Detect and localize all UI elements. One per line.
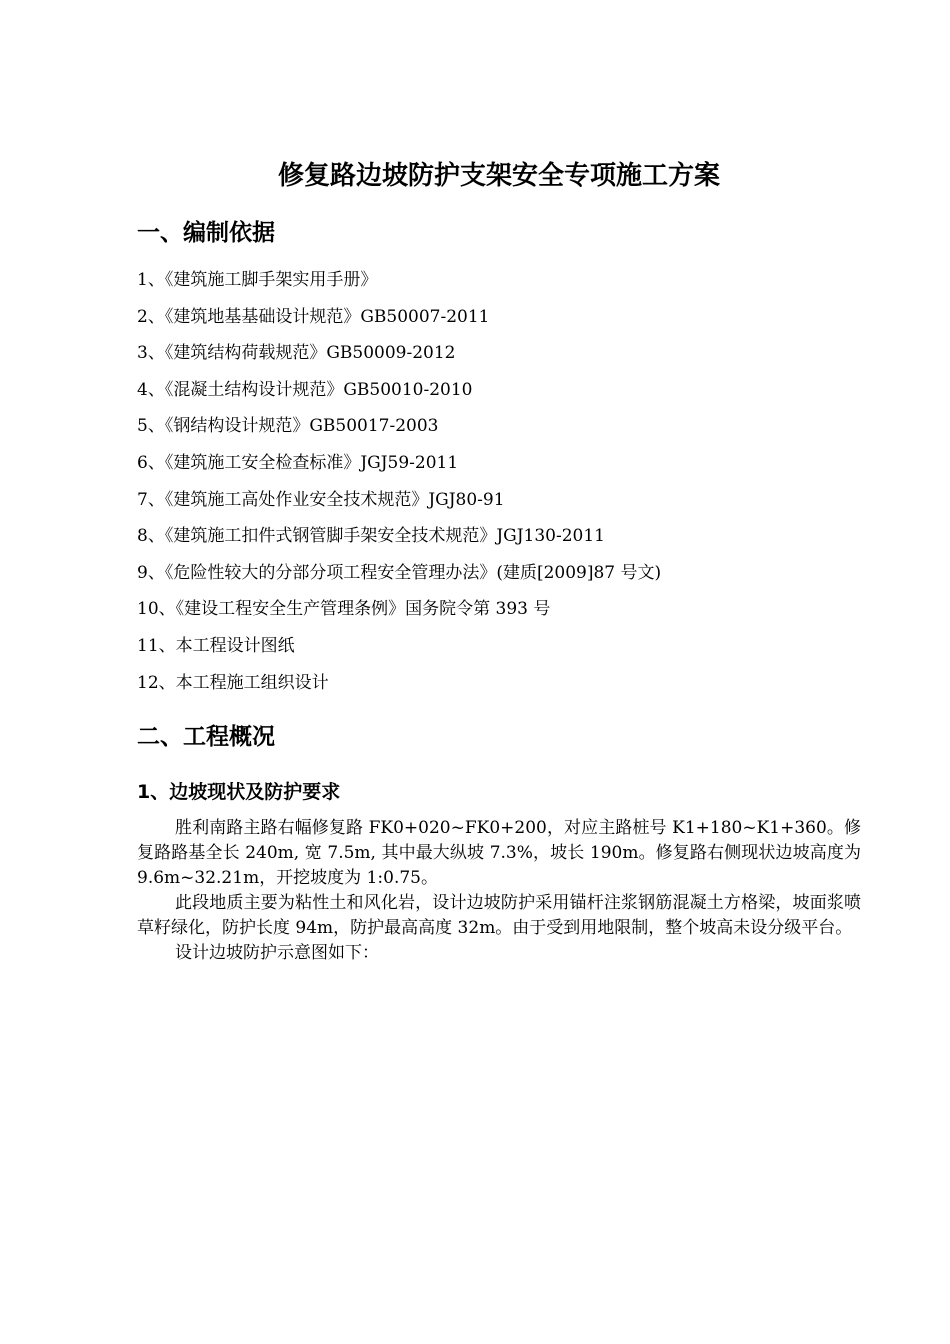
list-item: 5、《钢结构设计规范》GB50017-2003 (137, 416, 439, 437)
list-item: 6、《建筑施工安全检查标准》JGJ59-2011 (137, 452, 459, 473)
paragraph: 设计边坡防护示意图如下： (175, 943, 379, 963)
list-item: 3、《建筑结构荷载规范》GB50009-2012 (137, 343, 456, 364)
slope-description (137, 816, 861, 966)
paragraph: 胜利南路主路右幅修复路 FK0+020~FK0+200，对应主路桩号 K1+180~K1+360。修复路路基全长 240m, 宽 7.5m, 其中最大纵坡 7.3%，坡长 190m。修复路右侧现状边坡高度为 9.6m~32.21m，开挖坡度为 1:0.75。 (137, 818, 861, 888)
list-item: 8、《建筑施工扣件式钢管脚手架安全技术规范》JGJ130-2011 (137, 526, 605, 547)
list-item: 1、《建筑施工脚手架实用手册》 (137, 270, 378, 290)
list-item: 9、《危险性较大的分部分项工程安全管理办法》(建质[2009]87 号文) (137, 562, 662, 583)
list-item: 7、《建筑施工高处作业安全技术规范》JGJ80-91 (137, 489, 505, 510)
reference-list (137, 262, 661, 701)
list-item: 11、本工程设计图纸 (137, 635, 295, 656)
document-title: 修复路边坡防护支架安全专项施工方案 (277, 161, 720, 191)
section-heading-overview: 二、工程概况 (137, 724, 275, 750)
list-item: 4、《混凝土结构设计规范》GB50010-2010 (137, 379, 473, 400)
list-item: 12、本工程施工组织设计 (137, 672, 329, 693)
list-item: 10、《建设工程安全生产管理条例》国务院令第 393 号 (137, 599, 551, 620)
section-heading-basis: 一、编制依据 (137, 220, 275, 246)
paragraph: 此段地质主要为粘性土和风化岩，设计边坡防护采用锚杆注浆钢筋混凝土方格梁，坡面浆喷草籽绿化，防护长度 94m，防护最高高度 32m。由于受到用地限制，整个坡高未设分级平台。 (137, 893, 861, 938)
list-item: 2、《建筑地基基础设计规范》GB50007-2011 (137, 306, 490, 327)
subsection-heading-slope: 1、边坡现状及防护要求 (137, 781, 341, 803)
